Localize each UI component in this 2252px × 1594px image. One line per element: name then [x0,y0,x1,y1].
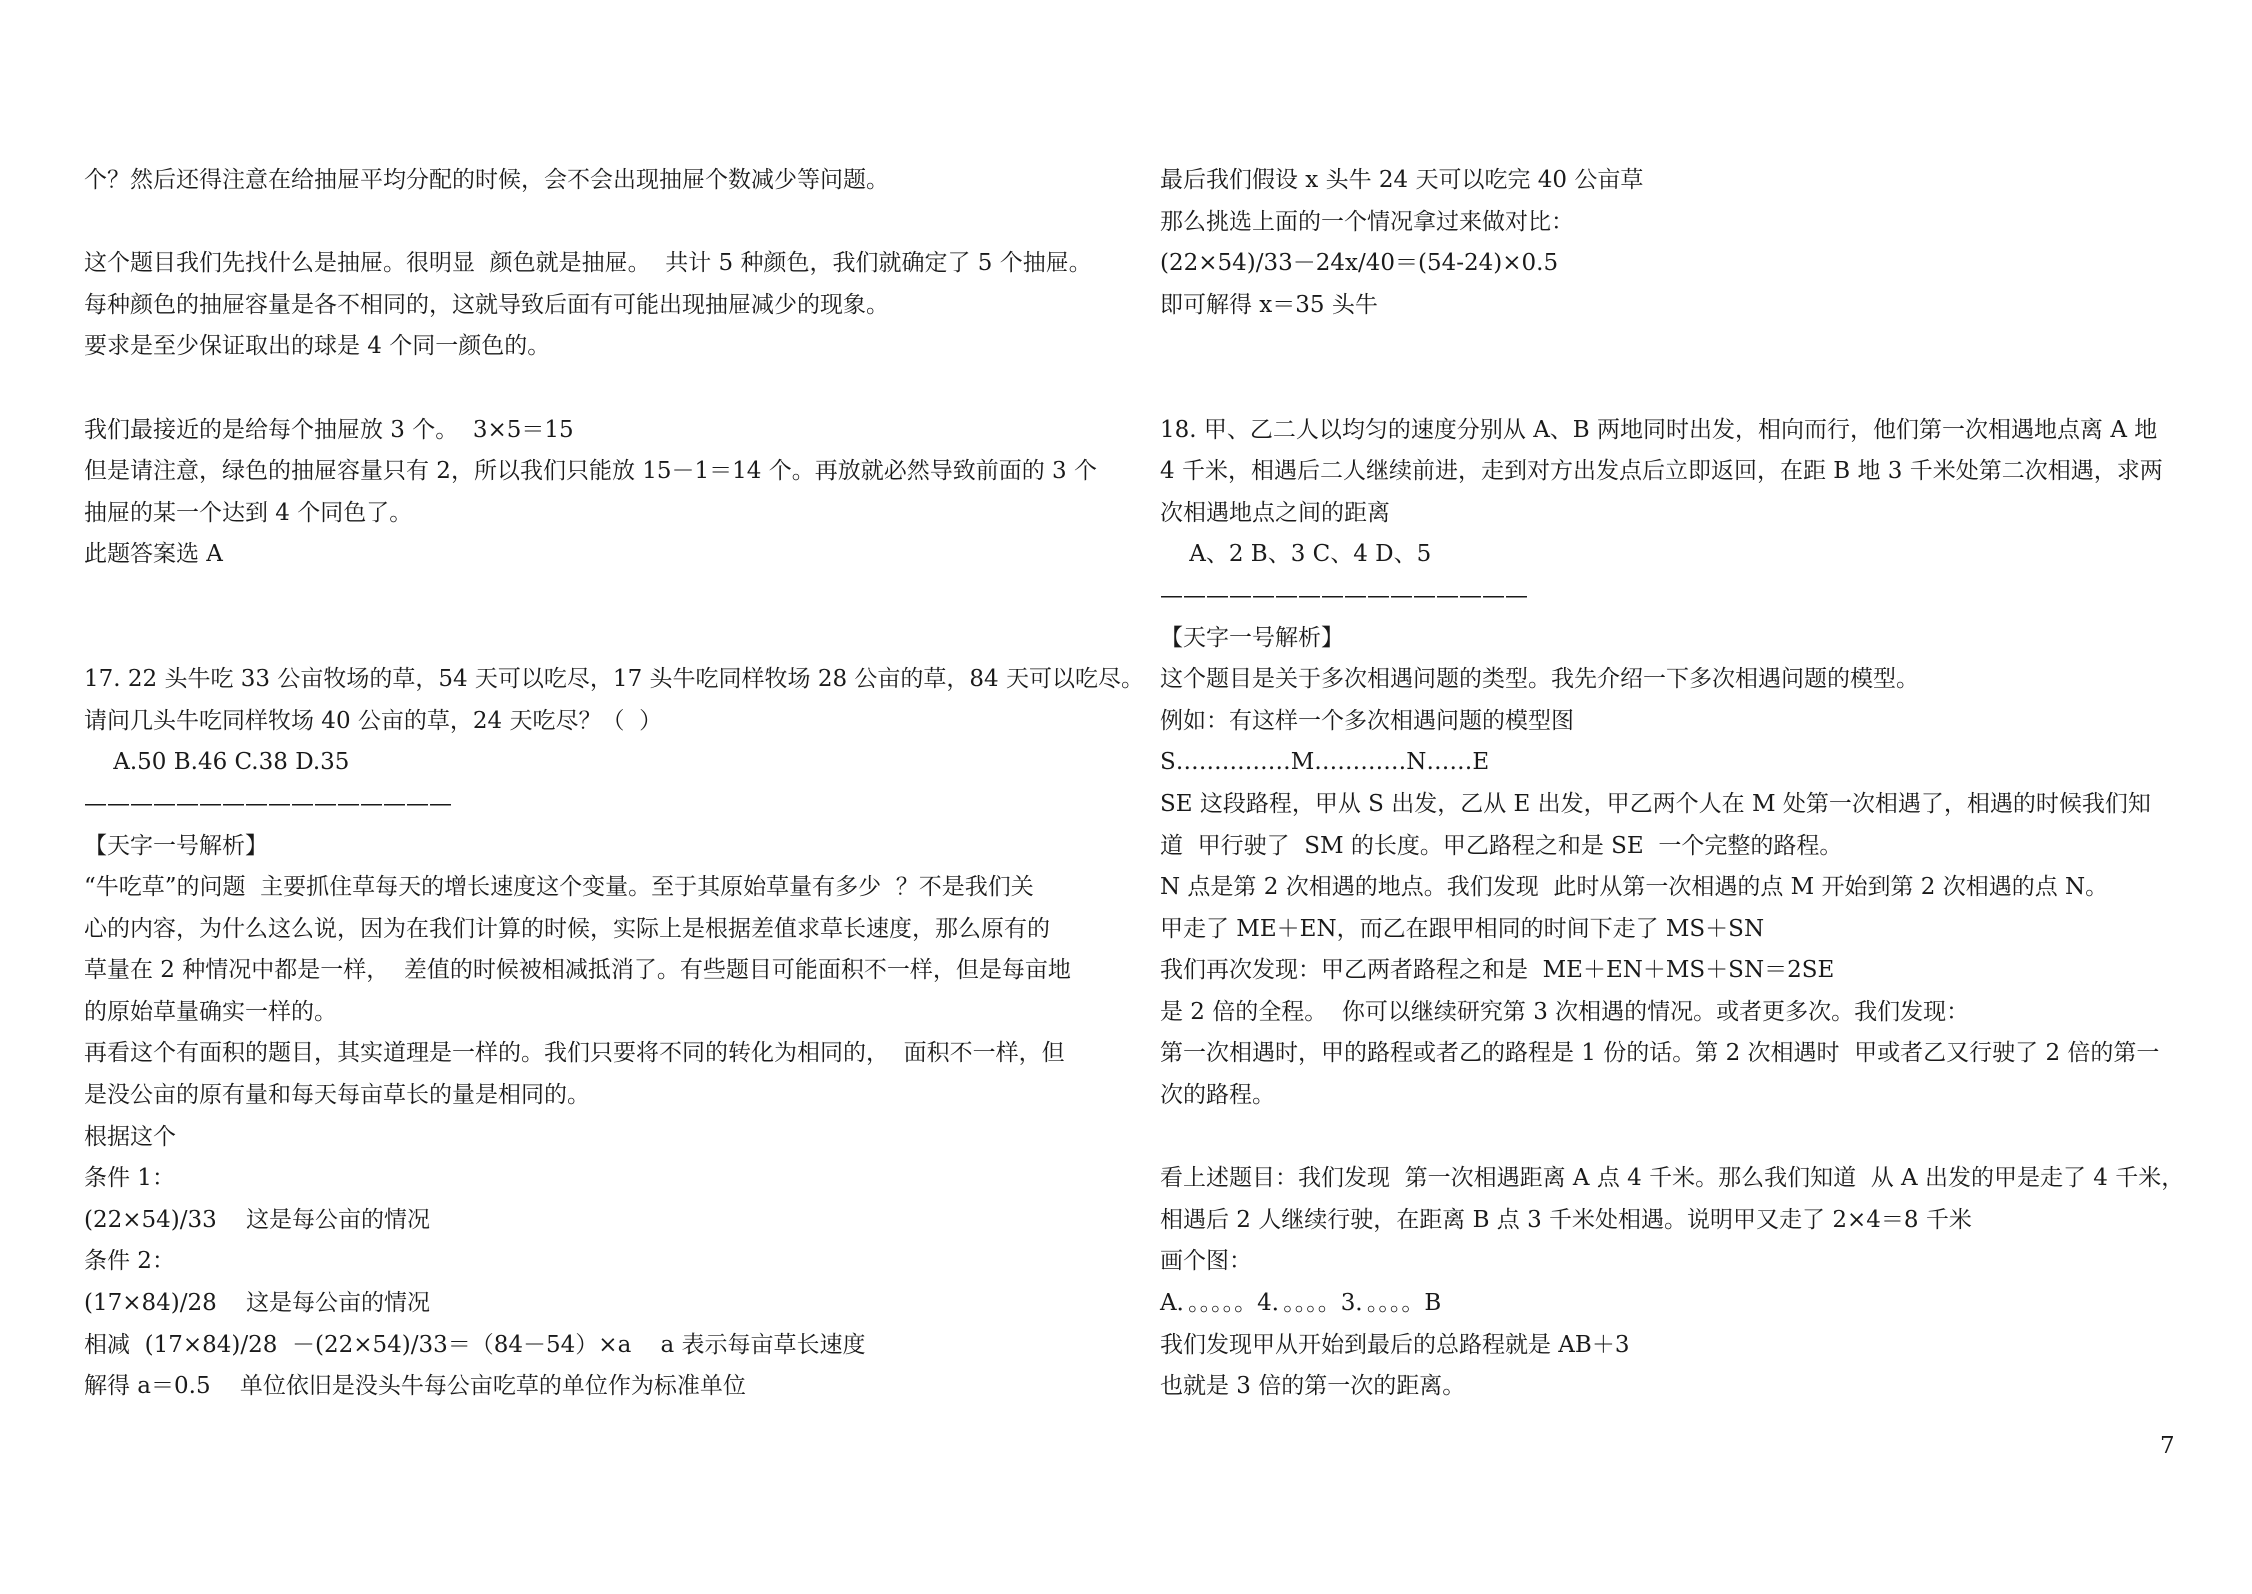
text-line [84,576,1164,618]
text-line: 草量在 2 种情况中都是一样， 差值的时候被相减抵消了。有些题目可能面积不一样，但是每亩地 [84,957,1071,984]
text-line: 最后我们假设 x 头牛 24 天可以吃完 40 公亩草 [1160,167,1644,193]
text-line [84,368,1164,410]
text-line: 每种颜色的抽屉容量是各不相同的，这就导致后面有可能出现抽屉减少的现象。 [84,291,889,318]
text-line: A、2 B、3 C、4 D、5 [1160,541,1432,568]
right-text-column [1160,160,2190,1408]
text-line: 这个题目我们先找什么是抽屉。很明显 颜色就是抽屉。 共计 5 种颜色，我们就确定了 5 个抽屉。 [84,250,1092,277]
text-line: 我们最接近的是给每个抽屉放 3 个。 3×5＝15 [84,416,574,443]
text-line [84,618,1164,660]
text-line: 次的路程。 [1160,1082,1275,1109]
text-line: SE 这段路程，甲从 S 出发，乙从 E 出发，甲乙两个人在 M 处第一次相遇了，相遇的时候我们知 [1160,790,2151,817]
text-line: 那么挑选上面的一个情况拿过来做对比： [1160,208,1574,235]
text-line: 我们发现甲从开始到最后的总路程就是 AB＋3 [1160,1331,1630,1358]
text-line: 解得 a＝0.5 单位依旧是没头牛每公亩吃草的单位作为标准单位 [84,1373,746,1400]
text-line: 17. 22 头牛吃 33 公亩牧场的草，54 天可以吃尽，17 头牛吃同样牧场 28 公亩的草，84 天可以吃尽。 [84,666,1144,693]
text-line: 抽屉的某一个达到 4 个同色了。 [84,499,413,526]
text-line: 此题答案选 A [84,541,223,568]
text-line: 但是请注意，绿色的抽屉容量只有 2，所以我们只能放 15－1＝14 个。再放就必然导致前面的 3 个 [84,458,1097,485]
text-line: 例如：有这样一个多次相遇问题的模型图 [1160,707,1574,734]
text-line: 18. 甲、乙二人以均匀的速度分别从 A、B 两地同时出发，相向而行，他们第一次相遇地点离 A 地 [1160,416,2158,443]
text-line: 我们再次发现：甲乙两者路程之和是 ME＋EN＋MS＋SN＝2SE [1160,957,1835,984]
text-line: 是 2 倍的全程。 你可以继续研究第 3 次相遇的情况。或者更多次。我们发现： [1160,998,1970,1025]
text-line: (17×84)/28 这是每公亩的情况 [84,1290,431,1317]
text-line: “牛吃草”的问题 主要抓住草每天的增长速度这个变量。至于其原始草量有多少 ？不是我们关 [84,874,1034,901]
text-line [1160,326,2190,368]
text-line: 画个图： [1160,1248,1252,1275]
text-line: 的原始草量确实一样的。 [84,998,337,1025]
text-line: ———————————————— [84,790,452,817]
text-line: 4 千米，相遇后二人继续前进，走到对方出发点后立即返回，在距 B 地 3 千米处第二次相遇，求两 [1160,458,2163,485]
text-line: 次相遇地点之间的距离 [1160,499,1390,526]
text-line: 请问几头牛吃同样牧场 40 公亩的草，24 天吃尽？（ ） [84,707,663,734]
text-line: 条件 1： [84,1165,175,1192]
text-line: 相减 (17×84)/28 －(22×54)/33＝（84－54）×a a 表示每亩草长速度 [84,1331,866,1358]
text-line: 要求是至少保证取出的球是 4 个同一颜色的。 [84,333,551,360]
text-line: 个？然后还得注意在给抽屉平均分配的时候，会不会出现抽屉个数减少等问题。 [84,167,889,193]
text-line: 条件 2： [84,1248,175,1275]
text-line [84,202,1164,244]
text-line: N 点是第 2 次相遇的地点。我们发现 此时从第一次相遇的点 M 开始到第 2 次相遇的点 N。 [1160,874,2109,901]
text-line: 再看这个有面积的题目，其实道理是一样的。我们只要将不同的转化为相同的， 面积不一样，但 [84,1040,1065,1067]
text-line: 【天字一号解析】 [84,832,268,859]
text-line: (22×54)/33 这是每公亩的情况 [84,1206,431,1233]
text-line: (22×54)/33－24x/40＝(54-24)×0.5 [1160,250,1559,277]
text-line: 也就是 3 倍的第一次的距离。 [1160,1373,1466,1400]
text-line: 根据这个 [84,1123,176,1150]
text-line: 道 甲行驶了 SM 的长度。甲乙路程之和是 SE 一个完整的路程。 [1160,832,1843,859]
text-line: 即可解得 x＝35 头牛 [1160,291,1378,318]
text-line: S……………M…………N……E [1160,749,1490,776]
text-line: 【天字一号解析】 [1160,624,1344,651]
text-line: 这个题目是关于多次相遇问题的类型。我先介绍一下多次相遇问题的模型。 [1160,666,1919,693]
text-line: A.50 B.46 C.38 D.35 [84,749,350,776]
text-line: 看上述题目：我们发现 第一次相遇距离 A 点 4 千米。那么我们知道 从 A 出发的甲是走了 4 千米， [1160,1165,2185,1192]
text-line: 心的内容，为什么这么说，因为在我们计算的时候，实际上是根据差值求草长速度，那么原有的 [84,915,1050,942]
text-line [1160,1117,2190,1159]
text-line [1160,368,2190,410]
text-line: 第一次相遇时，甲的路程或者乙的路程是 1 份的话。第 2 次相遇时 甲或者乙又行驶了 2 倍的第一 [1160,1040,2160,1067]
text-line: 相遇后 2 人继续行驶，在距离 B 点 3 千米处相遇。说明甲又走了 2×4＝8 千米 [1160,1206,1972,1233]
page-number: 7 [2160,1433,2175,1459]
text-line: A．。。。。。4．。。。。3．。。。。B [1160,1290,1442,1317]
left-text-column [84,160,1164,1408]
text-line: 是没公亩的原有量和每天每亩草长的量是相同的。 [84,1082,590,1109]
text-line: 甲走了 ME＋EN，而乙在跟甲相同的时间下走了 MS＋SN [1160,915,1765,942]
text-line: ———————————————— [1160,582,1528,609]
